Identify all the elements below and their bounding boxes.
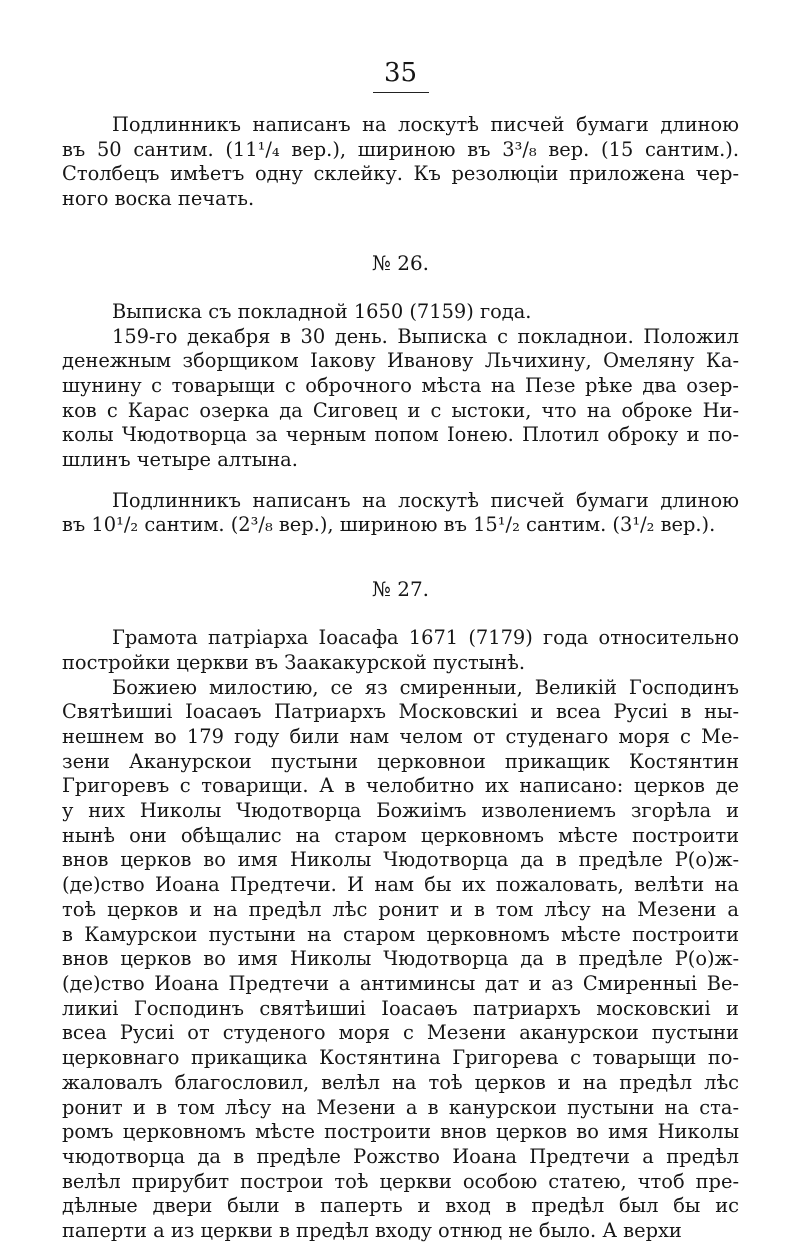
text-line: въ 10¹/₂ сантим. (2³/₈ вер.), шириною въ 15¹/₂ сантим. (3¹/₂ вер.). — [62, 513, 716, 537]
text-line: постройки церкви въ Заакакурской пустынѣ. — [62, 650, 525, 674]
text-line: (де)ство Иоана Предтечи а антиминсы дат и аз Смиренныі Ве- — [62, 971, 739, 995]
text-line: (де)ство Иоана Предтечи. И нам бы их пожаловать, велѣти на — [62, 873, 739, 897]
text-line: внов церков во имя Николы Чюдотворца да в предѣле Р(о)ж- — [62, 947, 739, 971]
text-line: тоѣ церков и на предѣл лѣс ронит и в том лѣсу на Мезени а — [62, 897, 739, 921]
text-line: Божиею милостию, се яз смиренныи, Великій Господинъ — [112, 675, 739, 699]
text-line: в Камурскои пустыни на старом церковномъ мѣсте построити — [62, 922, 739, 946]
paragraph-gap — [62, 473, 739, 489]
paragraph — [62, 489, 739, 538]
paragraph — [62, 113, 739, 212]
paragraph — [62, 300, 739, 473]
text-line: ликиі Господинъ святѣишиі Іоасаѳъ патриархъ московскиі и — [62, 996, 739, 1020]
text-line: внов церков во имя Николы Чюдотворца да в предѣле Р(о)ж- — [62, 848, 739, 872]
text-line: Подлинникъ написанъ на лоскутѣ писчей бумаги длиною — [112, 488, 739, 512]
text-line: ков с Карас озерка да Сиговец и с ыстоки, что на оброке Ни- — [62, 398, 739, 422]
text-line: паперти а из церкви в предѣл входу отнюд не было. А верхи — [62, 1219, 682, 1243]
document-body — [62, 113, 739, 1244]
text-line: нынѣ они обѣщалис на старом церковномъ мѣсте построити — [62, 823, 739, 847]
section-heading-1: № 26. — [371, 250, 430, 275]
page-number-underline — [373, 92, 429, 93]
text-line: у них Николы Чюдотворца Божиімъ изволениемъ згорѣла и — [62, 799, 739, 823]
text-line: Грамота патріарха Іоасафа 1671 (7179) года относительно — [112, 626, 739, 650]
text-line: ного воска печать. — [62, 187, 255, 211]
text-line: Столбецъ имѣетъ одну склейку. Къ резолюціи приложена чер- — [62, 162, 739, 186]
text-line: колы Чюдотворца за черным попом Іонею. Плотил оброку и по- — [62, 423, 739, 447]
text-line: ронит и в том лѣсу на Мезени а в канурскои пустыни на ста- — [62, 1095, 739, 1119]
section-heading-2: № 27. — [371, 577, 430, 602]
text-line: зени Аканурскои пустыни церковнои прикащик Костянтин — [62, 749, 739, 773]
text-line: 159-го декабря в 30 день. Выписка с покладнои. Положил — [112, 324, 739, 348]
text-line: ромъ церковномъ мѣсте построити внов церков во имя Николы — [62, 1120, 739, 1144]
text-line: въ 50 сантим. (11¹/₄ вер.), шириною въ 3³/₈ вер. (15 сантим.). — [62, 137, 739, 161]
text-line: шлинъ четыре алтына. — [62, 448, 298, 472]
text-line: жаловалъ благословил, велѣл на тоѣ церков и на предѣл лѣс — [62, 1070, 739, 1094]
text-line: Святѣишиі Іоасаѳъ Патриархъ Московскиі и всеа Русиі в ны- — [62, 700, 739, 724]
text-line: Выписка съ покладной 1650 (7159) года. — [112, 299, 532, 323]
text-line: Подлинникъ написанъ на лоскутѣ писчей бумаги длиною — [112, 113, 739, 136]
text-line: Григоревъ с товарищи. А в челобитно их написано: церков де — [62, 774, 739, 798]
text-line: церковнаго прикащика Костянтина Григорева с товарыщи по- — [62, 1046, 739, 1070]
text-line: всеа Русиі от студеного моря с Мезени аканурскои пустыни — [62, 1021, 739, 1045]
text-line: велѣл прирубит построи тоѣ церкви особою статею, чтоб пре- — [62, 1169, 739, 1193]
text-line: чюдотворца да в предѣле Рожство Иоана Предтечи а предѣл — [62, 1144, 739, 1168]
text-line: денежным зборщиком Іакову Иванову Льчихину, Омеляну Ка- — [62, 349, 739, 373]
text-line: нешнем во 179 году били нам челом от студенаго моря с Ме- — [62, 724, 739, 748]
page-number: 35 — [383, 58, 418, 88]
text-line: дѣлные двери были в паперть и вход в предѣл был бы ис — [62, 1194, 739, 1218]
text-line: шунину с товарыщи с оброчного мѣста на Пезе рѣке два озер- — [62, 373, 739, 397]
paragraph — [62, 626, 739, 1244]
